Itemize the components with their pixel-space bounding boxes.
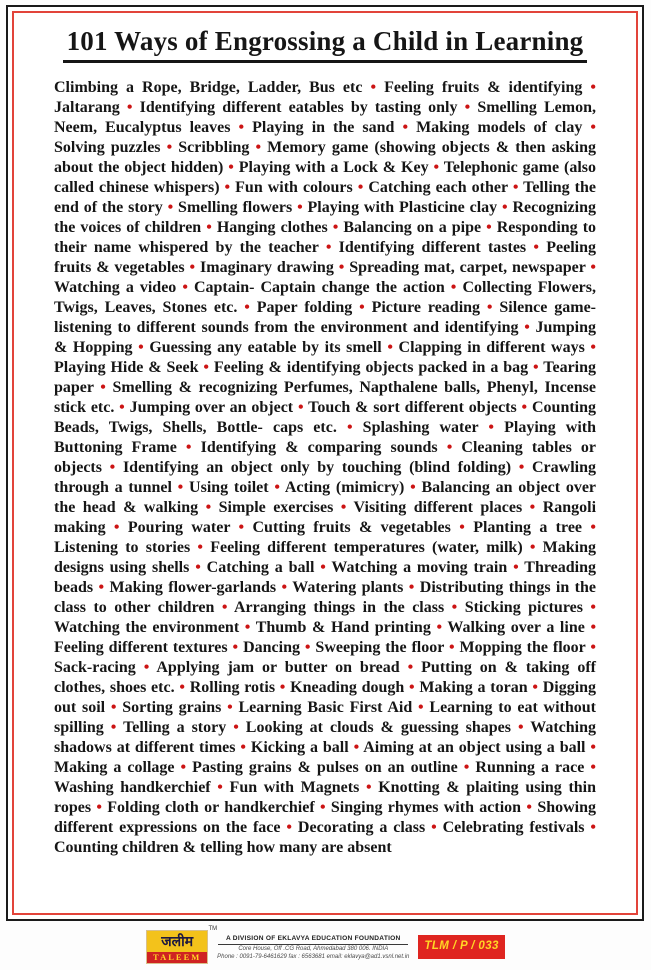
trademark-symbol: TM [208, 926, 218, 932]
activity-item: Thumb & Hand printing [255, 619, 431, 636]
activity-item: Acting (mimicry) [284, 479, 405, 496]
divider-line [218, 944, 408, 945]
bullet-separator: • [359, 779, 379, 796]
bullet-separator: • [237, 299, 257, 316]
activity-item: Responding to their name whispered by the teacher [54, 219, 597, 256]
bullet-separator: • [210, 779, 230, 796]
bullet-separator: • [226, 719, 246, 736]
bullet-separator: • [425, 819, 443, 836]
activity-item: Smelling Lemon, Neem, Eucalyptus leaves [54, 99, 596, 136]
bullet-separator: • [174, 759, 193, 776]
activity-item: Picture reading [371, 299, 481, 316]
bullet-separator: • [336, 419, 363, 436]
activity-item: Catching a ball [206, 559, 315, 576]
bullet-separator: • [184, 259, 201, 276]
activity-item: Scribbling [178, 139, 250, 156]
bullet-separator: • [444, 279, 463, 296]
activity-item: Fun with colours [235, 179, 353, 196]
activity-item: Peeling fruits & vegetables [54, 239, 597, 276]
bullet-separator: • [444, 599, 465, 616]
bullet-separator: • [584, 819, 596, 836]
activity-item: Sticking pictures [464, 599, 583, 616]
bullet-separator: • [510, 719, 531, 736]
activity-item: Singing rhymes with action [330, 799, 522, 816]
bullet-separator: • [582, 119, 596, 136]
activity-item: Memory game (showing objects & then asking about the object hidden) [54, 139, 597, 176]
activity-item: Recognizing the voices of children [54, 199, 596, 236]
bullet-separator: • [235, 739, 251, 756]
activity-item: Looking at clouds & guessing shapes [245, 719, 511, 736]
bullet-separator: • [399, 659, 422, 676]
activity-item: Jaltarang [54, 99, 120, 116]
bullet-separator: • [457, 759, 476, 776]
bullet-separator: • [103, 719, 124, 736]
activity-item: Pasting grains & pulses on an outline [192, 759, 458, 776]
bullet-separator: • [318, 239, 339, 256]
activity-item: Playing Hide & Seek [54, 359, 199, 376]
bullet-separator: • [480, 299, 500, 316]
bullet-separator: • [582, 519, 596, 536]
bullet-separator: • [582, 599, 596, 616]
activity-item: Spreading mat, carpet, newspaper [349, 259, 586, 276]
address-text: Core House, Off .CG Road, Ahmedabad 380 006. INDIA [238, 946, 389, 952]
activity-item: Celebrating festivals [442, 819, 585, 836]
bullet-separator: • [381, 339, 399, 356]
footer [0, 925, 651, 969]
activity-item: Rolling rotis [189, 679, 276, 696]
bullet-separator: • [527, 679, 543, 696]
activity-item: Kneading dough [290, 679, 405, 696]
activity-item: Identifying different eatables by tasting only [139, 99, 458, 116]
activity-item: Cleaning tables or objects [54, 439, 596, 476]
bullet-separator: • [585, 639, 596, 656]
bullet-separator: • [404, 479, 422, 496]
activity-item: Telephonic game (also called chinese whispers) [54, 159, 596, 196]
bullet-separator: • [292, 199, 308, 216]
activity-item: Watching the environment [54, 619, 240, 636]
activity-item: Decorating a class [297, 819, 426, 836]
activity-item: Imaginary drawing [200, 259, 334, 276]
bullet-separator: • [428, 159, 444, 176]
activity-item: Listening to stories [54, 539, 191, 556]
activity-item: Cutting fruits & vegetables [252, 519, 451, 536]
bullet-separator: • [444, 639, 460, 656]
activity-item: Washing handkerchief [54, 779, 211, 796]
activity-item: Applying jam or butter on bread [156, 659, 400, 676]
activity-item: Catching each other [368, 179, 508, 196]
bullet-separator: • [176, 439, 201, 456]
activity-item: Identifying different tastes [338, 239, 527, 256]
bullet-separator: • [394, 119, 417, 136]
page-title: 101 Ways of Engrossing a Child in Learning [63, 26, 588, 63]
bullet-separator: • [327, 219, 344, 236]
activity-item: Feeling different temperatures (water, milk) [210, 539, 523, 556]
activity-item: Playing with Buttoning Frame [54, 419, 597, 456]
bullet-separator: • [174, 679, 190, 696]
activity-item: Planting a tree [473, 519, 583, 536]
bullet-separator: • [528, 359, 544, 376]
bullet-separator: • [584, 759, 597, 776]
activity-item: Watching a moving train [331, 559, 508, 576]
activity-item: Rangoli making [54, 499, 597, 536]
bullet-separator: • [521, 799, 538, 816]
red-border-frame [12, 11, 638, 915]
bullet-separator: • [314, 799, 331, 816]
activity-item: Kicking a ball [250, 739, 349, 756]
activity-item: Showing different expressions on the face [54, 799, 597, 836]
bullet-separator: • [227, 639, 244, 656]
activity-item: Identifying & comparing sounds [200, 439, 438, 456]
contact-text: Phone : 0091-79-6461629 fax : 6563681 email: eklavya@ad1.vsnl.net.in [217, 953, 410, 960]
activity-item: Silence game- listening to different sounds from the environment and identifying [54, 299, 597, 336]
title-row [14, 26, 636, 63]
activity-item: Clapping in different ways [398, 339, 585, 356]
activity-item: Making designs using shells [54, 539, 596, 576]
bullet-separator: • [299, 639, 316, 656]
bullet-separator: • [171, 479, 190, 496]
activity-item: Telling the end of the story [54, 179, 596, 216]
bullet-separator: • [352, 179, 369, 196]
activity-item: Balancing on a pipe [343, 219, 482, 236]
activity-item: Solving puzzles [54, 139, 161, 156]
activity-item: Putting on & taking off clothes, shoes etc. [54, 659, 597, 696]
bullet-separator: • [430, 619, 448, 636]
activity-item: Playing with Plasticine clay [307, 199, 498, 216]
activity-item: Arranging things in the class [233, 599, 445, 616]
bullet-separator: • [101, 459, 123, 476]
bullet-separator: • [230, 519, 253, 536]
activity-item: Distributing things in the class to other children [54, 579, 596, 616]
bullet-separator: • [239, 619, 256, 636]
bullet-separator: • [293, 399, 309, 416]
bullet-separator: • [352, 299, 372, 316]
activity-item: Playing in the sand [252, 119, 395, 136]
bullet-separator: • [403, 579, 420, 596]
bullet-separator: • [221, 699, 239, 716]
activity-item: Splashing water [362, 419, 479, 436]
activity-item: Threading beads [54, 559, 596, 596]
activity-item: Pouring water [127, 519, 231, 536]
bullet-separator: • [176, 279, 194, 296]
activity-item: Climbing a Rope, Bridge, Ladder, Bus etc [54, 79, 363, 96]
activity-item: Feeling fruits & identifying [384, 79, 583, 96]
activities-paragraph [54, 78, 596, 858]
bullet-separator: • [522, 539, 543, 556]
activity-item: Fun with Magnets [229, 779, 360, 796]
bullet-separator: • [119, 99, 140, 116]
bullet-separator: • [516, 399, 532, 416]
bullet-separator: • [333, 259, 350, 276]
bullet-separator: • [348, 739, 364, 756]
activity-item: Visiting different places [353, 499, 523, 516]
bullet-separator: • [214, 599, 234, 616]
bullet-separator: • [522, 499, 543, 516]
bullet-separator: • [190, 539, 211, 556]
tlm-code-badge: TLM / P / 033 [418, 935, 504, 959]
bullet-separator: • [105, 519, 128, 536]
bullet-separator: • [160, 139, 179, 156]
activity-item: Walking over a line [447, 619, 585, 636]
activity-item: Guessing any eatable by its smell [149, 339, 382, 356]
bullet-separator: • [585, 739, 596, 756]
bullet-separator: • [230, 119, 253, 136]
bullet-separator: • [132, 339, 150, 356]
bullet-separator: • [314, 559, 332, 576]
bullet-separator: • [219, 179, 236, 196]
activity-item: Jumping & Hopping [54, 319, 596, 356]
bullet-separator: • [91, 799, 108, 816]
activity-item: Using toilet [189, 479, 269, 496]
bullet-separator: • [280, 819, 298, 836]
activity-item: Dancing [243, 639, 300, 656]
activity-item: Jumping over an object [129, 399, 294, 416]
bullet-separator: • [478, 419, 505, 436]
activity-item: Balancing an object over the head & walking [54, 479, 597, 516]
activity-item: Learning to eat without spilling [54, 699, 597, 736]
taleem-logo [146, 926, 218, 964]
bullet-separator: • [481, 219, 497, 236]
bullet-separator: • [275, 679, 291, 696]
activity-item: Hanging clothes [216, 219, 328, 236]
bullet-separator: • [450, 519, 474, 536]
organization-block [217, 933, 409, 961]
bullet-separator: • [223, 159, 239, 176]
activity-item: Crawling through a tunnel [54, 459, 596, 496]
activity-item: Making models of clay [416, 119, 583, 136]
bullet-separator: • [93, 379, 113, 396]
activity-item: Sorting grains [122, 699, 222, 716]
bullet-separator: • [511, 459, 532, 476]
activity-item: Feeling & identifying objects packed in a bag [213, 359, 529, 376]
activity-item: Simple exercises [218, 499, 334, 516]
logo-devanagari-text: जलीम [147, 931, 207, 952]
activity-item: Counting Beads, Twigs, Shells, Bottle- caps etc. [54, 399, 597, 436]
activity-item: Watching shadows at different times [54, 719, 597, 756]
activity-item: Telling a story [123, 719, 227, 736]
activity-item: Playing with a Lock & Key [238, 159, 429, 176]
activity-item: Tearing paper [54, 359, 597, 396]
bullet-separator: • [333, 499, 354, 516]
bullet-separator: • [582, 79, 596, 96]
activity-item: Learning Basic First Aid [238, 699, 413, 716]
activity-item: Mopping the floor [459, 639, 586, 656]
logo-latin-text: TALEEM [147, 952, 207, 963]
bullet-separator: • [457, 99, 478, 116]
activity-item: Sweeping the floor [315, 639, 445, 656]
activity-item: Making a toran [419, 679, 528, 696]
bullet-separator: • [198, 499, 219, 516]
activity-item: Counting children & telling how many are absent [54, 839, 392, 856]
bullet-separator: • [105, 699, 123, 716]
activity-item: Smelling & recognizing Perfumes, Napthalene balls, Phenyl, Incense stick etc. [54, 379, 596, 416]
activity-item: Collecting Flowers, Twigs, Leaves, Stones etc. [54, 279, 597, 316]
activity-item: Paper folding [256, 299, 353, 316]
activity-item: Captain- Captain change the action [193, 279, 445, 296]
activity-item: Aiming at an object using a ball [363, 739, 586, 756]
bullet-separator: • [507, 559, 525, 576]
bullet-separator: • [585, 259, 597, 276]
activity-item: Feeling different textures [54, 639, 228, 656]
bullet-separator: • [404, 679, 420, 696]
activity-item: Making flower-garlands [109, 579, 277, 596]
bullet-separator: • [249, 139, 268, 156]
activity-item: Identifying an object only by touching (blind folding) [122, 459, 512, 476]
bullet-separator: • [584, 339, 597, 356]
bullet-separator: • [518, 319, 536, 336]
bullet-separator: • [276, 579, 293, 596]
division-text: A DIVISION OF EKLAVYA EDUCATION FOUNDATION [225, 935, 401, 942]
bullet-separator: • [437, 439, 462, 456]
bullet-separator: • [93, 579, 110, 596]
bullet-separator: • [584, 619, 597, 636]
activity-item: Touch & sort different objects [308, 399, 517, 416]
poster-sheet [6, 5, 644, 921]
bullet-separator: • [189, 559, 207, 576]
bullet-separator: • [412, 699, 430, 716]
bullet-separator: • [268, 479, 285, 496]
activity-item: Running a race [475, 759, 585, 776]
bullet-separator: • [198, 359, 214, 376]
activity-item: Smelling flowers [178, 199, 293, 216]
activity-item: Watching a video [54, 279, 177, 296]
bullet-separator: • [497, 199, 513, 216]
bullet-separator: • [362, 79, 385, 96]
bullet-separator: • [507, 179, 524, 196]
activity-item: Digging out soil [54, 679, 597, 716]
bullet-separator: • [162, 199, 179, 216]
bullet-separator: • [526, 239, 547, 256]
bullet-separator: • [201, 219, 217, 236]
bullet-separator: • [135, 659, 157, 676]
activity-item: Making a collage [54, 759, 175, 776]
bullet-separator: • [114, 399, 130, 416]
activity-item: Folding cloth or handkerchief [107, 799, 315, 816]
activity-item: Knotting & plaiting using thin ropes [54, 779, 597, 816]
activity-item: Watering plants [292, 579, 404, 596]
activity-item: Sack-racing [54, 659, 136, 676]
